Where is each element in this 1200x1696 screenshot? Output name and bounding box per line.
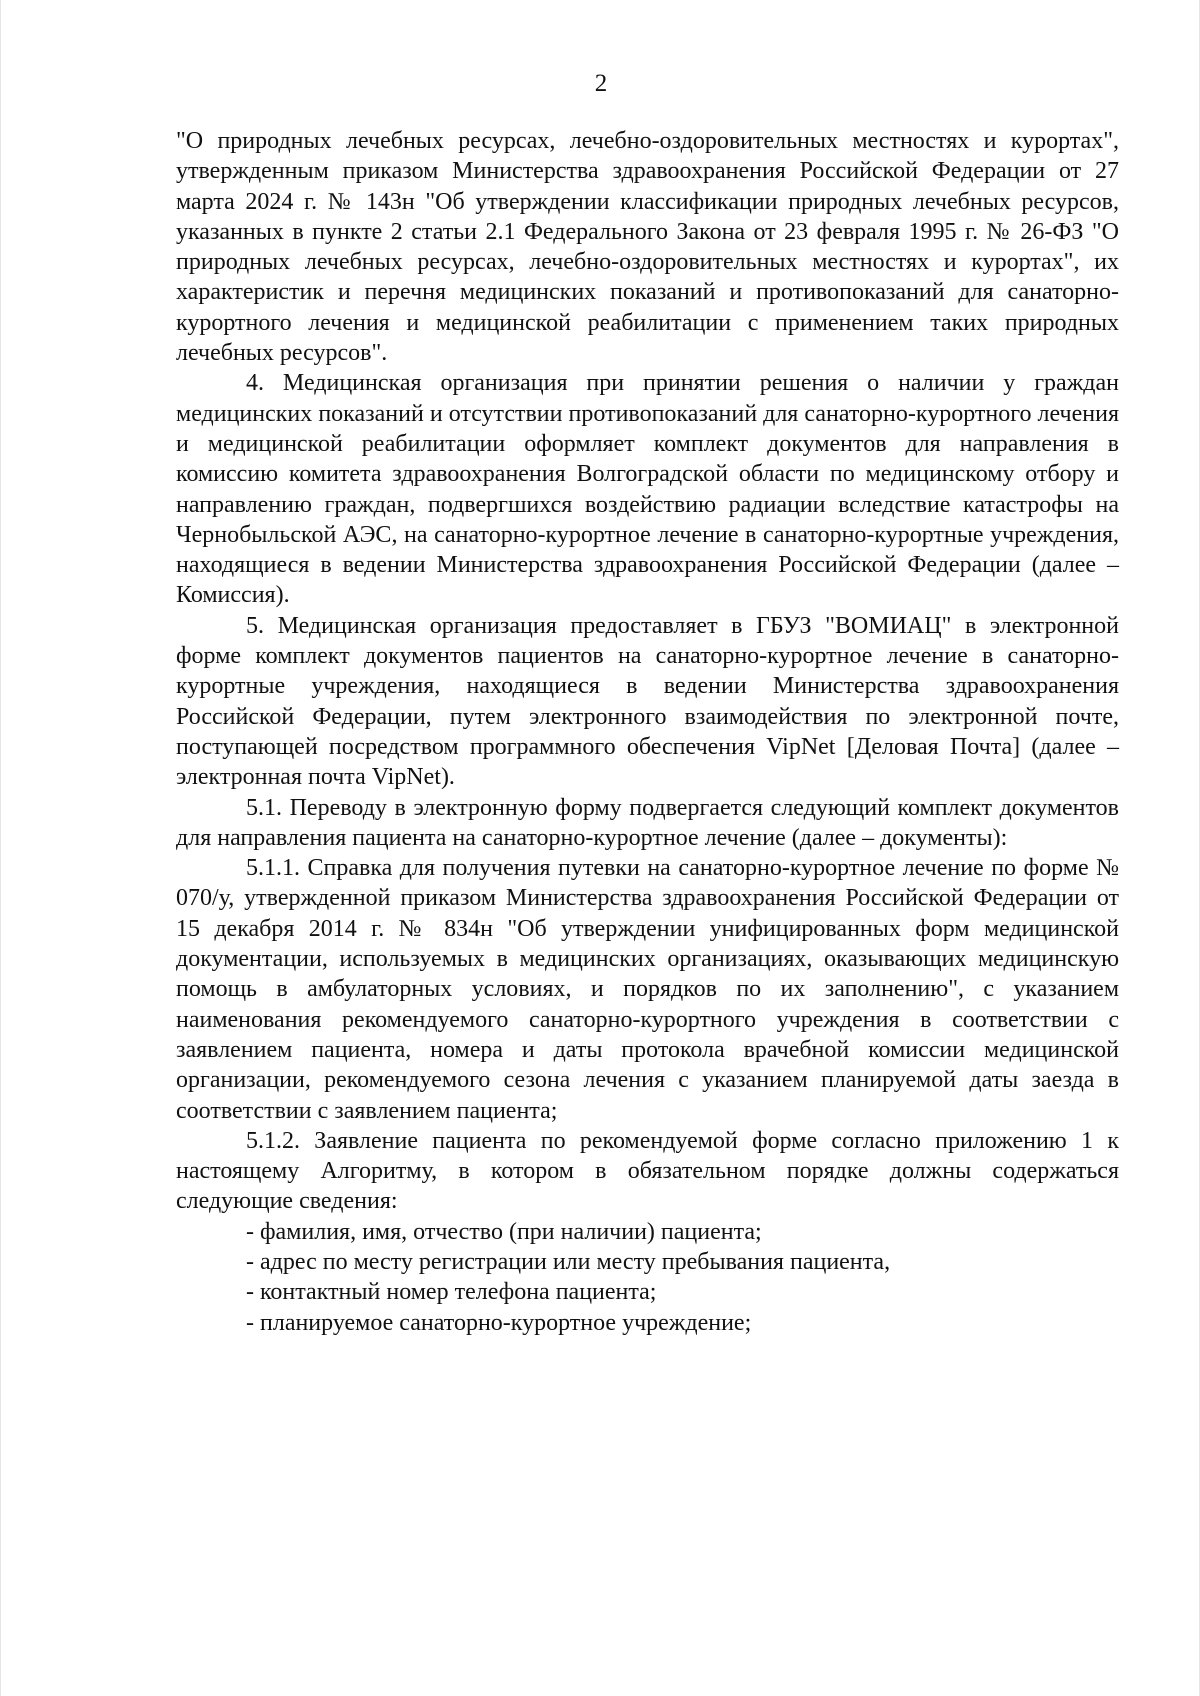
paragraph-5-1-1: 5.1.1. Справка для получения путевки на санаторно-курортное лечение по форме № 070/у, утвержденной приказом Министерства здравоохранения Российской Федерации от 15 декабря 2014 г. № 834н "Об утверждении унифицированных форм медицинской документации, используемых в медицинских организациях, оказывающих медицинскую помощь в амбулаторных условиях, и порядков по их заполнению", с указанием наименования рекомендуемого санаторно-курортного учреждения в соответствии с заявлением пациента, номера и даты протокола врачебной комиссии медицинской организации, рекомендуемого сезона лечения с указанием планируемой даты заезда в соответствии с заявлением пациента; [176, 855, 1119, 1124]
list-item: - контактный номер телефона пациента; [246, 1279, 657, 1306]
paragraph-continuation: "О природных лечебных ресурсах, лечебно-оздоровительных местностях и курортах", утвержденным приказом Министерства здравоохранения Российской Федерации от 27 марта 2024 г. № 143н "Об утверждении классификации природных лечебных ресурсов, указанных в пункте 2 статьи 2.1 Федерального Закона от 23 февраля 1995 г. № 26-ФЗ "О природных лечебных ресурсах, лечебно-оздоровительных местностях и курортах", их характеристик и перечня медицинских показаний и противопоказаний для санаторно-курортного лечения и медицинской реабилитации с применением таких природных лечебных ресурсов". [176, 128, 1119, 367]
paragraph-5: 5. Медицинская организация предоставляет в ГБУЗ "ВОМИАЦ" в электронной форме комплект документов пациентов на санаторно-курортное лечение в санаторно-курортные учреждения, находящиеся в ведении Министерства здравоохранения Российской Федерации, путем электронного взаимодействия по электронной почте, поступающей посредством программного обеспечения VipNet [Деловая Почта] (далее – электронная почта VipNet). [176, 612, 1119, 791]
list-item: - фамилия, имя, отчество (при наличии) пациента; [246, 1218, 762, 1245]
page-number: 2 [594, 70, 608, 97]
list-item: - планируемое санаторно-курортное учреждение; [246, 1309, 752, 1336]
paragraph-5-1: 5.1. Переводу в электронную форму подвергается следующий комплект документов для направления пациента на санаторно-курортное лечение (далее – документы): [176, 794, 1119, 851]
paragraph-5-1-2: 5.1.2. Заявление пациента по рекомендуемой форме согласно приложению 1 к настоящему Алгоритму, в котором в обязательном порядке должны содержаться следующие сведения: [176, 1127, 1119, 1215]
document-body [176, 126, 1119, 1338]
paragraph-4: 4. Медицинская организация при принятии решения о наличии у граждан медицинских показаний и отсутствии противопоказаний для санаторно-курортного лечения и медицинской реабилитации оформляет комплект документов для направления в комиссию комитета здравоохранения Волгоградской области по медицинскому отбору и направлению граждан, подвергшихся воздействию радиации вследствие катастрофы на Чернобыльской АЭС, на санаторно-курортное лечение в санаторно-курортные учреждения, находящиеся в ведении Министерства здравоохранения Российской Федерации (далее – Комиссия). [176, 370, 1119, 609]
list-item: - адрес по месту регистрации или месту пребывания пациента, [246, 1248, 891, 1275]
